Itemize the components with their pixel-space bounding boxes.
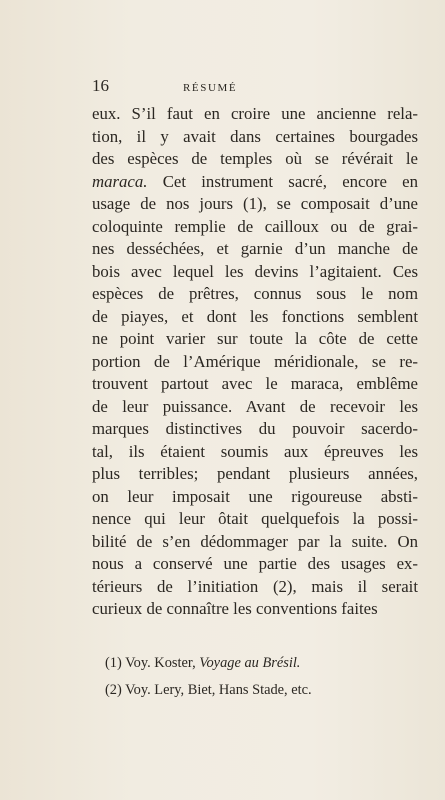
text-line: bois avec lequel les devins l’agitaient. Ces bbox=[92, 261, 418, 281]
text-line: portion de l’Amérique méridionale, se re- bbox=[92, 351, 418, 371]
text-line: eux. S’il faut en croire une ancienne rela- bbox=[92, 104, 418, 123]
footnote-text: Voy. Lery, Biet, Hans Stade, etc. bbox=[121, 682, 312, 698]
text-line: tion, il y avait dans certaines bourgades bbox=[92, 126, 418, 146]
text-line: plus terribles; pendant plusieurs années, bbox=[92, 464, 418, 483]
text-line: trouvent partout avec le maraca, emblême bbox=[92, 374, 418, 393]
footnotes bbox=[105, 650, 415, 704]
line-rest: Cet instrument sacré, encore en bbox=[147, 171, 418, 191]
text-line: bilité de s’en dédommager par la suite. On bbox=[92, 531, 418, 551]
page-header bbox=[92, 76, 392, 96]
footnote bbox=[105, 650, 415, 677]
footnote-marker: (1) bbox=[105, 655, 122, 671]
running-title: RÉSUMÉ bbox=[183, 82, 238, 94]
text-line: espèces de prêtres, connus sous le nom bbox=[92, 284, 418, 303]
text-line: curieux de connaître les conventions faites bbox=[92, 599, 378, 618]
text-line: nence qui leur ôtait quelquefois la possi- bbox=[92, 509, 418, 528]
text-line: marques distinctives du pouvoir sacerdo- bbox=[92, 419, 418, 438]
text-line bbox=[92, 171, 418, 194]
text-line: tal, ils étaient soumis aux épreuves les bbox=[92, 441, 418, 461]
text-line: des espèces de temples où se révérait le bbox=[92, 149, 418, 168]
footnote-marker: (2) bbox=[105, 682, 122, 698]
text-line: ne point varier sur toute la côte de cette bbox=[92, 329, 418, 348]
text-line: de leur puissance. Avant de recevoir les bbox=[92, 396, 418, 416]
body-text bbox=[92, 103, 418, 621]
italic-term: maraca. bbox=[92, 171, 148, 191]
text-line: nes desséchées, et garnie d’un manche de bbox=[92, 239, 418, 258]
text-line: usage de nos jours (1), se composait d’une bbox=[92, 194, 418, 213]
text-line: on leur imposait une rigoureuse absti- bbox=[92, 486, 418, 506]
page-number: 16 bbox=[92, 76, 109, 95]
footnote bbox=[105, 677, 415, 704]
text-line: de piayes, et dont les fonctions semblent bbox=[92, 306, 418, 326]
text-line: térieurs de l’initiation (2), mais il serait bbox=[92, 576, 418, 596]
footnote-text: Voy. Koster, bbox=[121, 655, 200, 671]
text-line: nous a conservé une partie des usages ex- bbox=[92, 554, 418, 573]
footnote-title: Voyage au Brésil. bbox=[199, 655, 301, 671]
text-line: coloquinte remplie de cailloux ou de grai- bbox=[92, 216, 418, 236]
